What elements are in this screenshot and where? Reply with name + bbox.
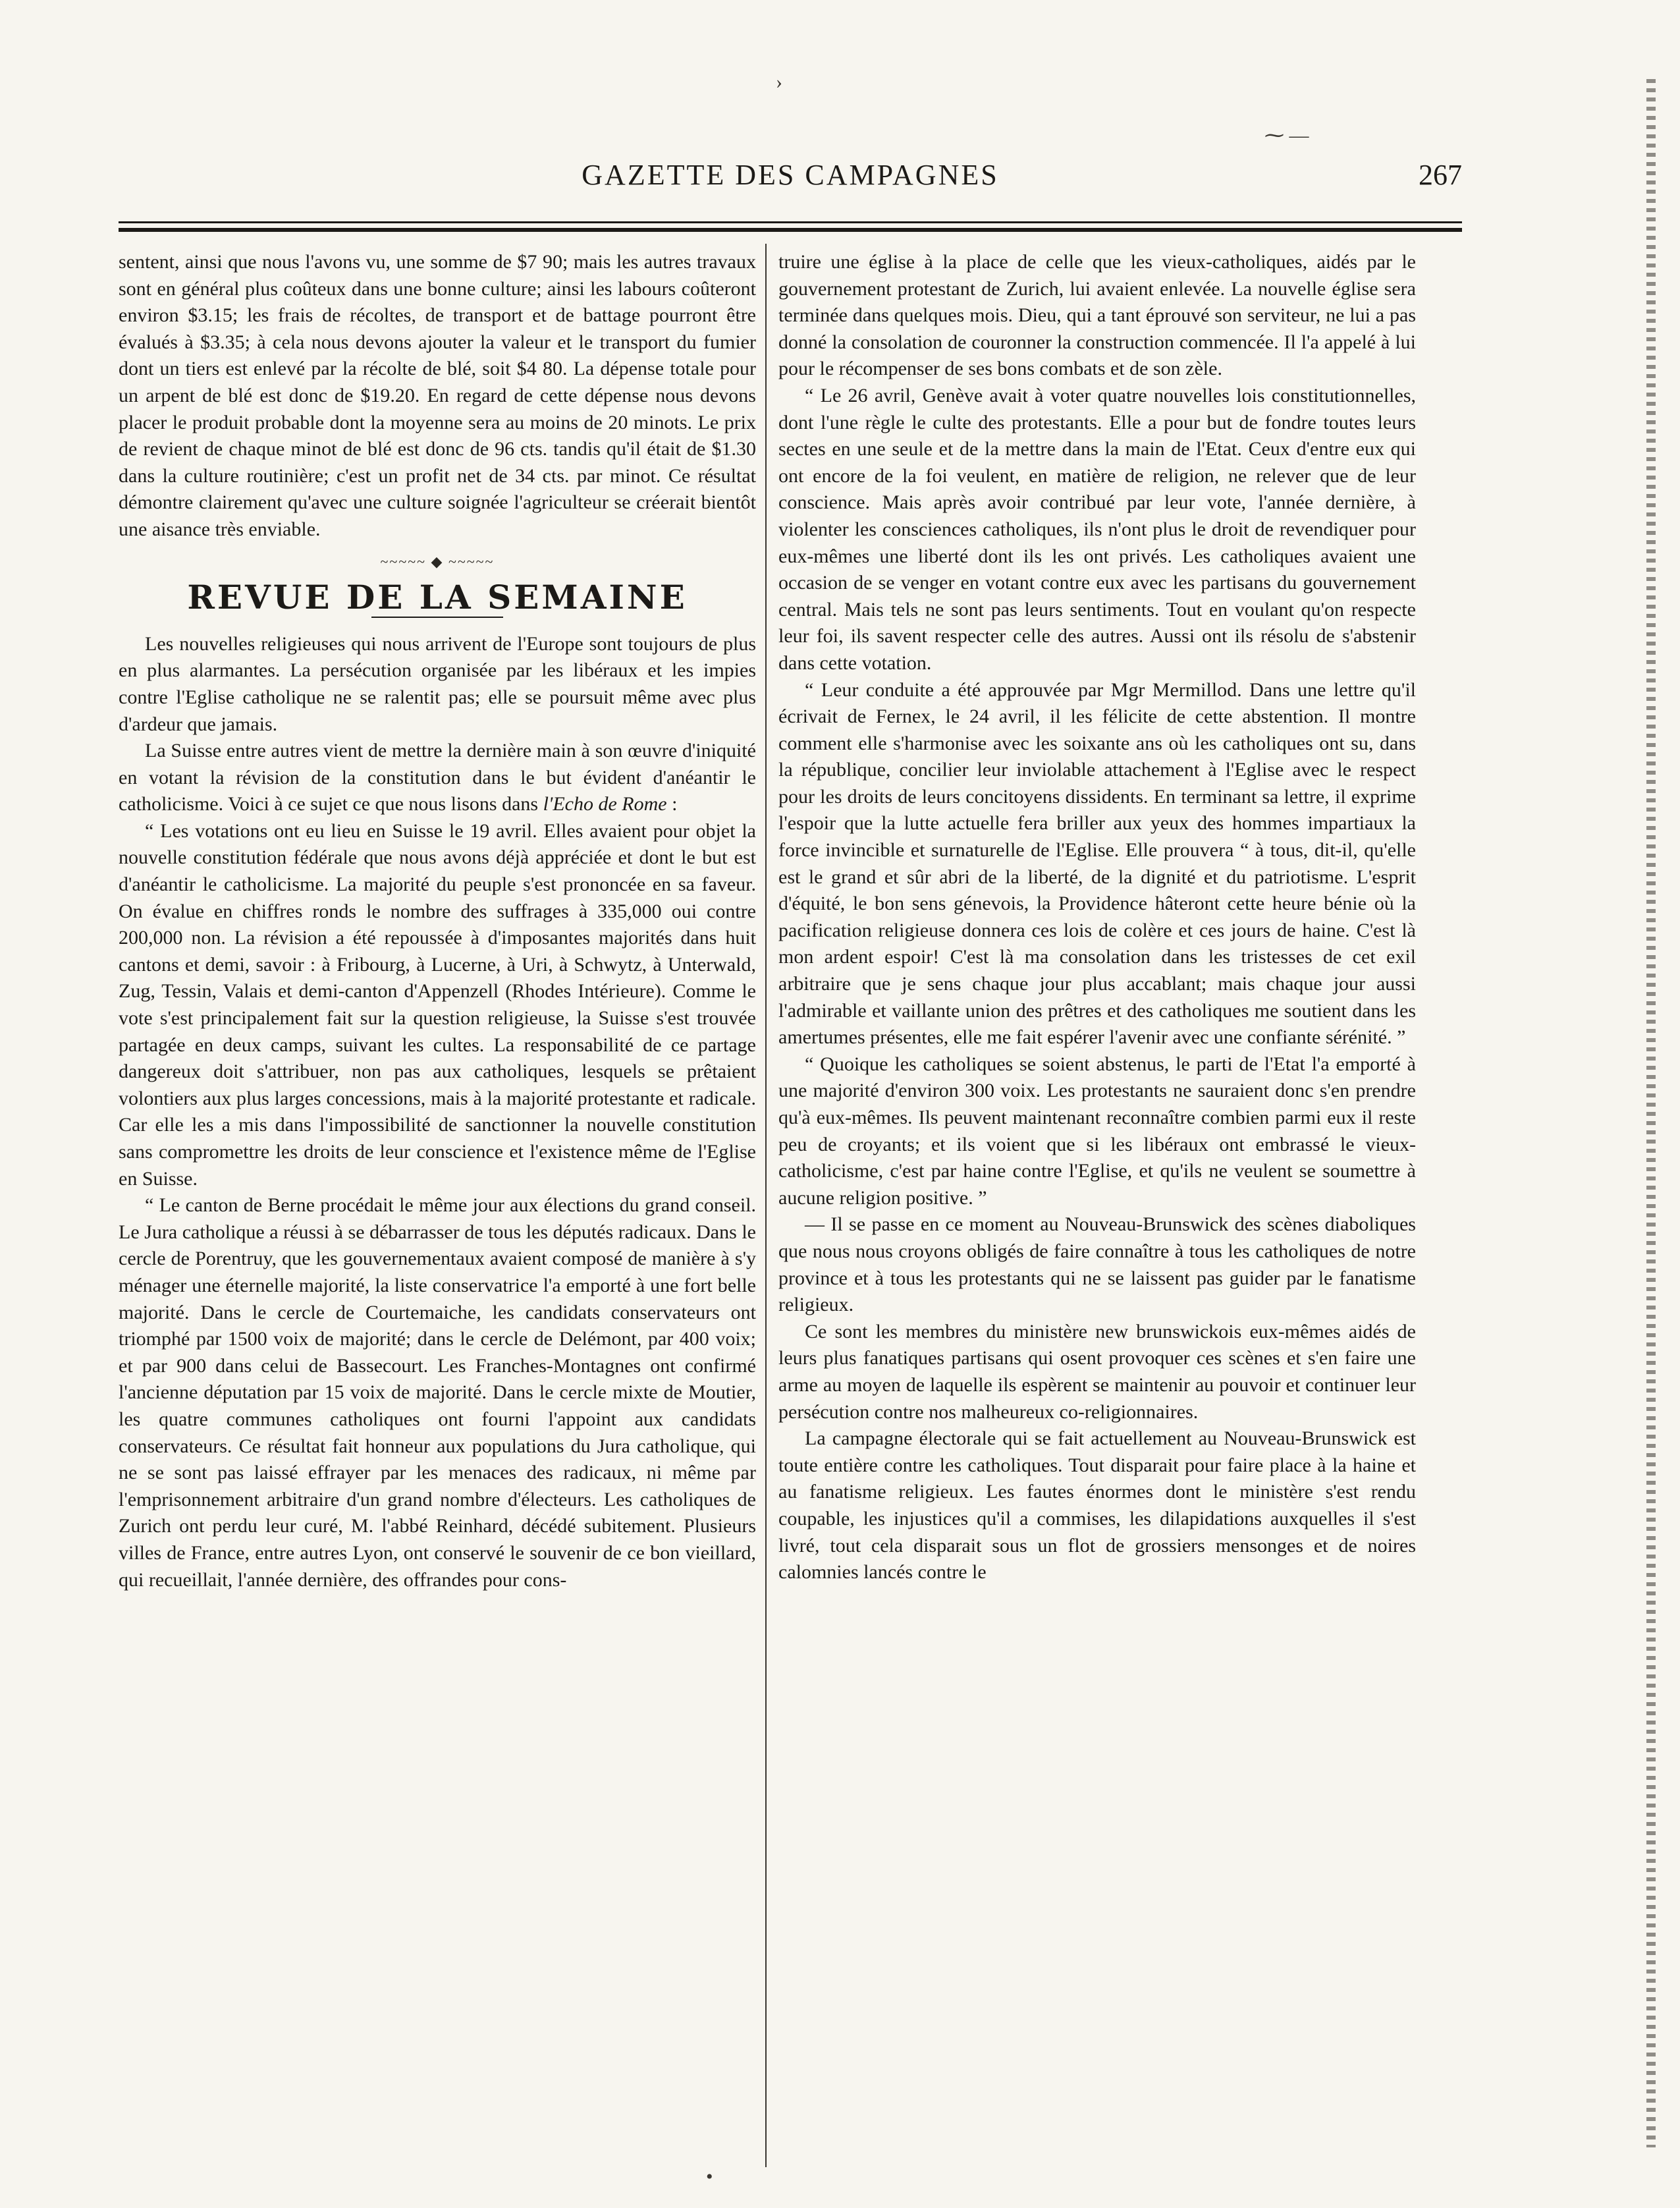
quoted-paragraph: “ Les votations ont eu lieu en Suisse le 19 avril. Elles avaient pour objet la nouvelle constitution fédérale que nous avons déjà appréciée et dont le but est d'anéantir le catholicisme. La majorité du peuple s'est prononcée en sa faveur. On évalue en chiffres ronds le nombre des suffrages à 335,000 oui contre 200,000 non. La révision a été repoussée à d'imposantes majorités dans huit cantons et demi, savoir : à Fribourg, à Lucerne, à Uri, à Schwytz, à Unterwald, Zug, Tessin, Valais et demi-canton d'Appenzell (Rhodes Intérieure). Comme le vote s'est principalement fait sur la question religieuse, la Suisse s'est trouvée partagée en deux camps, suivant les cultes. La responsabilité de ce partage dangereux doit s'attribuer, non pas aux catholiques, lesquels se prêtaient volontiers aux plus larges concessions, mais à la majorité protestante et radicale. Car elle les a mis dans l'impossibilité de sanctionner la nouvelle constitution sans compromettre les droits de leur conscience et l'existence même de l'Eglise en Suisse. [119, 819, 756, 1190]
quoted-paragraph: “ Leur conduite a été approuvée par Mgr Mermillod. Dans une lettre qu'il écrivait de Fernex, le 24 avril, il les félicite de cette abstention. Il montre comment elle s'harmonise avec les soixante ans où les catholiques ont su, dans la république, concilier leur inviolable attachement à l'Eglise avec le respect pour les droits de leurs concitoyens dissidents. En terminant sa lettre, il exprime l'espoir que la lutte actuelle fera briller aux yeux des hommes impartiaux la force invincible et surnaturelle de l'Eglise. Elle prouvera “ à tous, dit-il, qu'elle est le grand et sûr abri de la liberté, de la dignité et du patriotisme. L'esprit d'équité, le bon sens génevois, la Providence hâteront cette heure bénie où la pacification religieuse donnera ces lois de colère et ces jours de haine. C'est là mon ardent espoir! C'est là ma consolation dans les tristesses de cet exil arbitraire que je sens chaque jour plus accablant; mais chaque jour aussi l'admirable et vaillante union des prêtres et des catholiques me soutient dans les amertumes présentes, elle me fait espérer l'avenir avec une confiante sérénité. ” [778, 678, 1416, 1049]
column-separator [765, 244, 767, 2167]
article-paragraph: La campagne électorale qui se fait actuellement au Nouveau-Brunswick est toute entière contre les catholiques. Tout disparait pour faire place à la haine et au fanatisme religieux. Les fautes énormes dont le ministère s'est rendu coupable, les injustices qu'il a commises, les dilapidations auxquelles il s'est livré, tout cela disparait sous un flot de grossiers mensonges et de noires calomnies lancés contre le [778, 1427, 1416, 1584]
article-paragraph: — Il se passe en ce moment au Nouveau-Brunswick des scènes diaboliques que nous nous croyons obligés de faire connaître à tous les catholiques de notre province et à tous les protestants qui ne se laissent pas guider par le fanatisme religieux. [778, 1213, 1416, 1316]
header-rule-thin [119, 221, 1462, 223]
scan-dot: • [706, 2166, 713, 2188]
scan-mark-dash: ⁓ — [1264, 124, 1309, 146]
section-title: REVUE DE LA SEMAINE [187, 578, 688, 617]
paragraph-text: : [666, 793, 678, 815]
page-header [119, 158, 1462, 204]
scan-binding-edge [1646, 79, 1656, 2147]
article-paragraph: truire une église à la place de celle que les vieux-catholiques, aidés par le gouvernement protestant de Zurich, lui avaient enlevée. La nouvelle église sera terminée dans quelques mois. Dieu, qui a tant éprouvé son serviteur, ne lui a pas donné la consolation de couronner la construction commencée. Il l'a appelé à lui pour le récompenser de ses bons combats et de son zèle. [778, 251, 1416, 380]
quoted-paragraph: “ Quoique les catholiques se soient abstenus, le parti de l'Etat l'a emporté à une majorité d'environ 300 voix. Les protestants ne sauraient donc s'en prendre qu'à eux-mêmes. Ils peuvent maintenant reconnaître combien parmi eux il reste peu de croyants; et ils voient que si les libéraux ont embrassé le vieux-catholicisme, c'est par haine contre l'Eglise, et qu'ils ne veulent se soumettre à aucune religion positive. ” [778, 1053, 1416, 1209]
quoted-paragraph: “ Le canton de Berne procédait le même jour aux élections du grand conseil. Le Jura catholique a réussi à se débarrasser de tous les députés radicaux. Dans le cercle de Porentruy, que les gouvernementaux avaient composé de manière à s'y ménager une éternelle majorité, la liste conservatrice l'a emporté à une fort belle majorité. Dans le cercle de Courtemaiche, les candidats conservateurs ont triomphé par 1500 voix de majorité; dans le cercle de Delémont, par 400 voix; et par 900 dans celui de Bassecourt. Les Franches-Montagnes ont confirmé l'ancienne députation par 15 voix de majorité. Dans le cercle mixte de Moutier, les quatre communes catholiques ont fourni l'appoint aux candidats conservateurs. Ce résultat fait honneur aux populations du Jura catholique, qui ne se sont pas laissé effrayer par les menaces des radicaux, ni même par l'emprisonnement arbitraire d'un grand nombre d'électeurs. Les catholiques de Zurich ont perdu leur curé, M. l'abbé Reinhard, décédé subitement. Plusieurs villes de France, entre autres Lyon, ont conservé le souvenir de ce bon vieillard, qui recueillait, l'année dernière, des offrandes pour cons- [119, 1194, 756, 1591]
section-title-rule [371, 617, 503, 618]
ornament-divider: ~~~~~ ◆ ~~~~~ [380, 553, 495, 570]
header-rule-thick [119, 228, 1462, 232]
source-title: l'Echo de Rome [543, 793, 667, 815]
publication-title: GAZETTE DES CAMPAGNES [582, 159, 999, 191]
left-column [119, 249, 756, 1593]
article-paragraph: Les nouvelles religieuses qui nous arrivent de l'Europe sont toujours de plus en plus alarmantes. La persécution organisée par les libéraux et les impies contre l'Eglise catholique ne se ralentit pas; elle se poursuit même avec plus d'ardeur que jamais. [119, 632, 756, 735]
article-paragraph: Ce sont les membres du ministère new brunswickois eux-mêmes aidés de leurs plus fanatiques partisans qui osent provoquer ces scènes et s'en faire une arme au moyen de laquelle ils espèrent se maintenir au pouvoir et continuer leur persécution contre nos malheureux co-religionnaires. [778, 1320, 1416, 1423]
scan-mark-top: › [776, 71, 782, 93]
paragraph-text: La Suisse entre autres vient de mettre la dernière main à son œuvre d'iniquité en votant la révision de la constitution dans le but évident d'anéantir le catholicisme. Voici à ce sujet ce que nous lisons dans [119, 740, 756, 815]
page-number: 267 [1419, 159, 1462, 191]
article-paragraph [119, 738, 756, 818]
continued-paragraph: sentent, ainsi que nous l'avons vu, une somme de $7 90; mais les autres travaux sont en général plus coûteux dans une bonne culture; ainsi les labours coûteront environ $3.15; les frais de récoltes, de transport et de battage pourront être évalués à $3.35; à cela nous devons ajouter la valeur et le transport du fumier dont un tiers est enlevé par la récolte de blé, soit $4 80. La dépense totale pour un arpent de blé est donc de $19.20. En regard de cette dépense nous devons placer le produit probable dont la moyenne sera au moins de 20 minots. Le prix de revient de chaque minot de blé est donc de 96 cts. tandis qu'il était de $1.30 dans la culture routinière; c'est un profit net de 34 cts. par minot. Ce résultat démontre clairement qu'avec une culture soignée l'agriculteur se créerait bientôt une aisance très enviable. [119, 251, 756, 540]
right-column [778, 249, 1416, 1586]
quoted-paragraph: “ Le 26 avril, Genève avait à voter quatre nouvelles lois constitutionnelles, dont l'une règle le culte des protestants. Elle a pour but de fondre toutes leurs sectes en une seule et de la mettre dans la main de l'Etat. Ceux d'entre eux qui ont encore de la foi veulent, en matière de religion, ne relever que de leur conscience. Mais après avoir contribué par leur vote, l'année dernière, à violenter les consciences catholiques, ils n'ont plus le droit de revendiquer pour eux-mêmes une liberté dont ils les ont privés. Les catholiques avaient une occasion de se venger en votant contre eux avec les partisans du gouvernement central. Mais tels ne sont pas leurs sentiments. Tout en voulant qu'on respecte leur foi, ils savent respecter celle des autres. Aussi ont ils résolu de s'abstenir dans cette votation. [778, 384, 1416, 674]
